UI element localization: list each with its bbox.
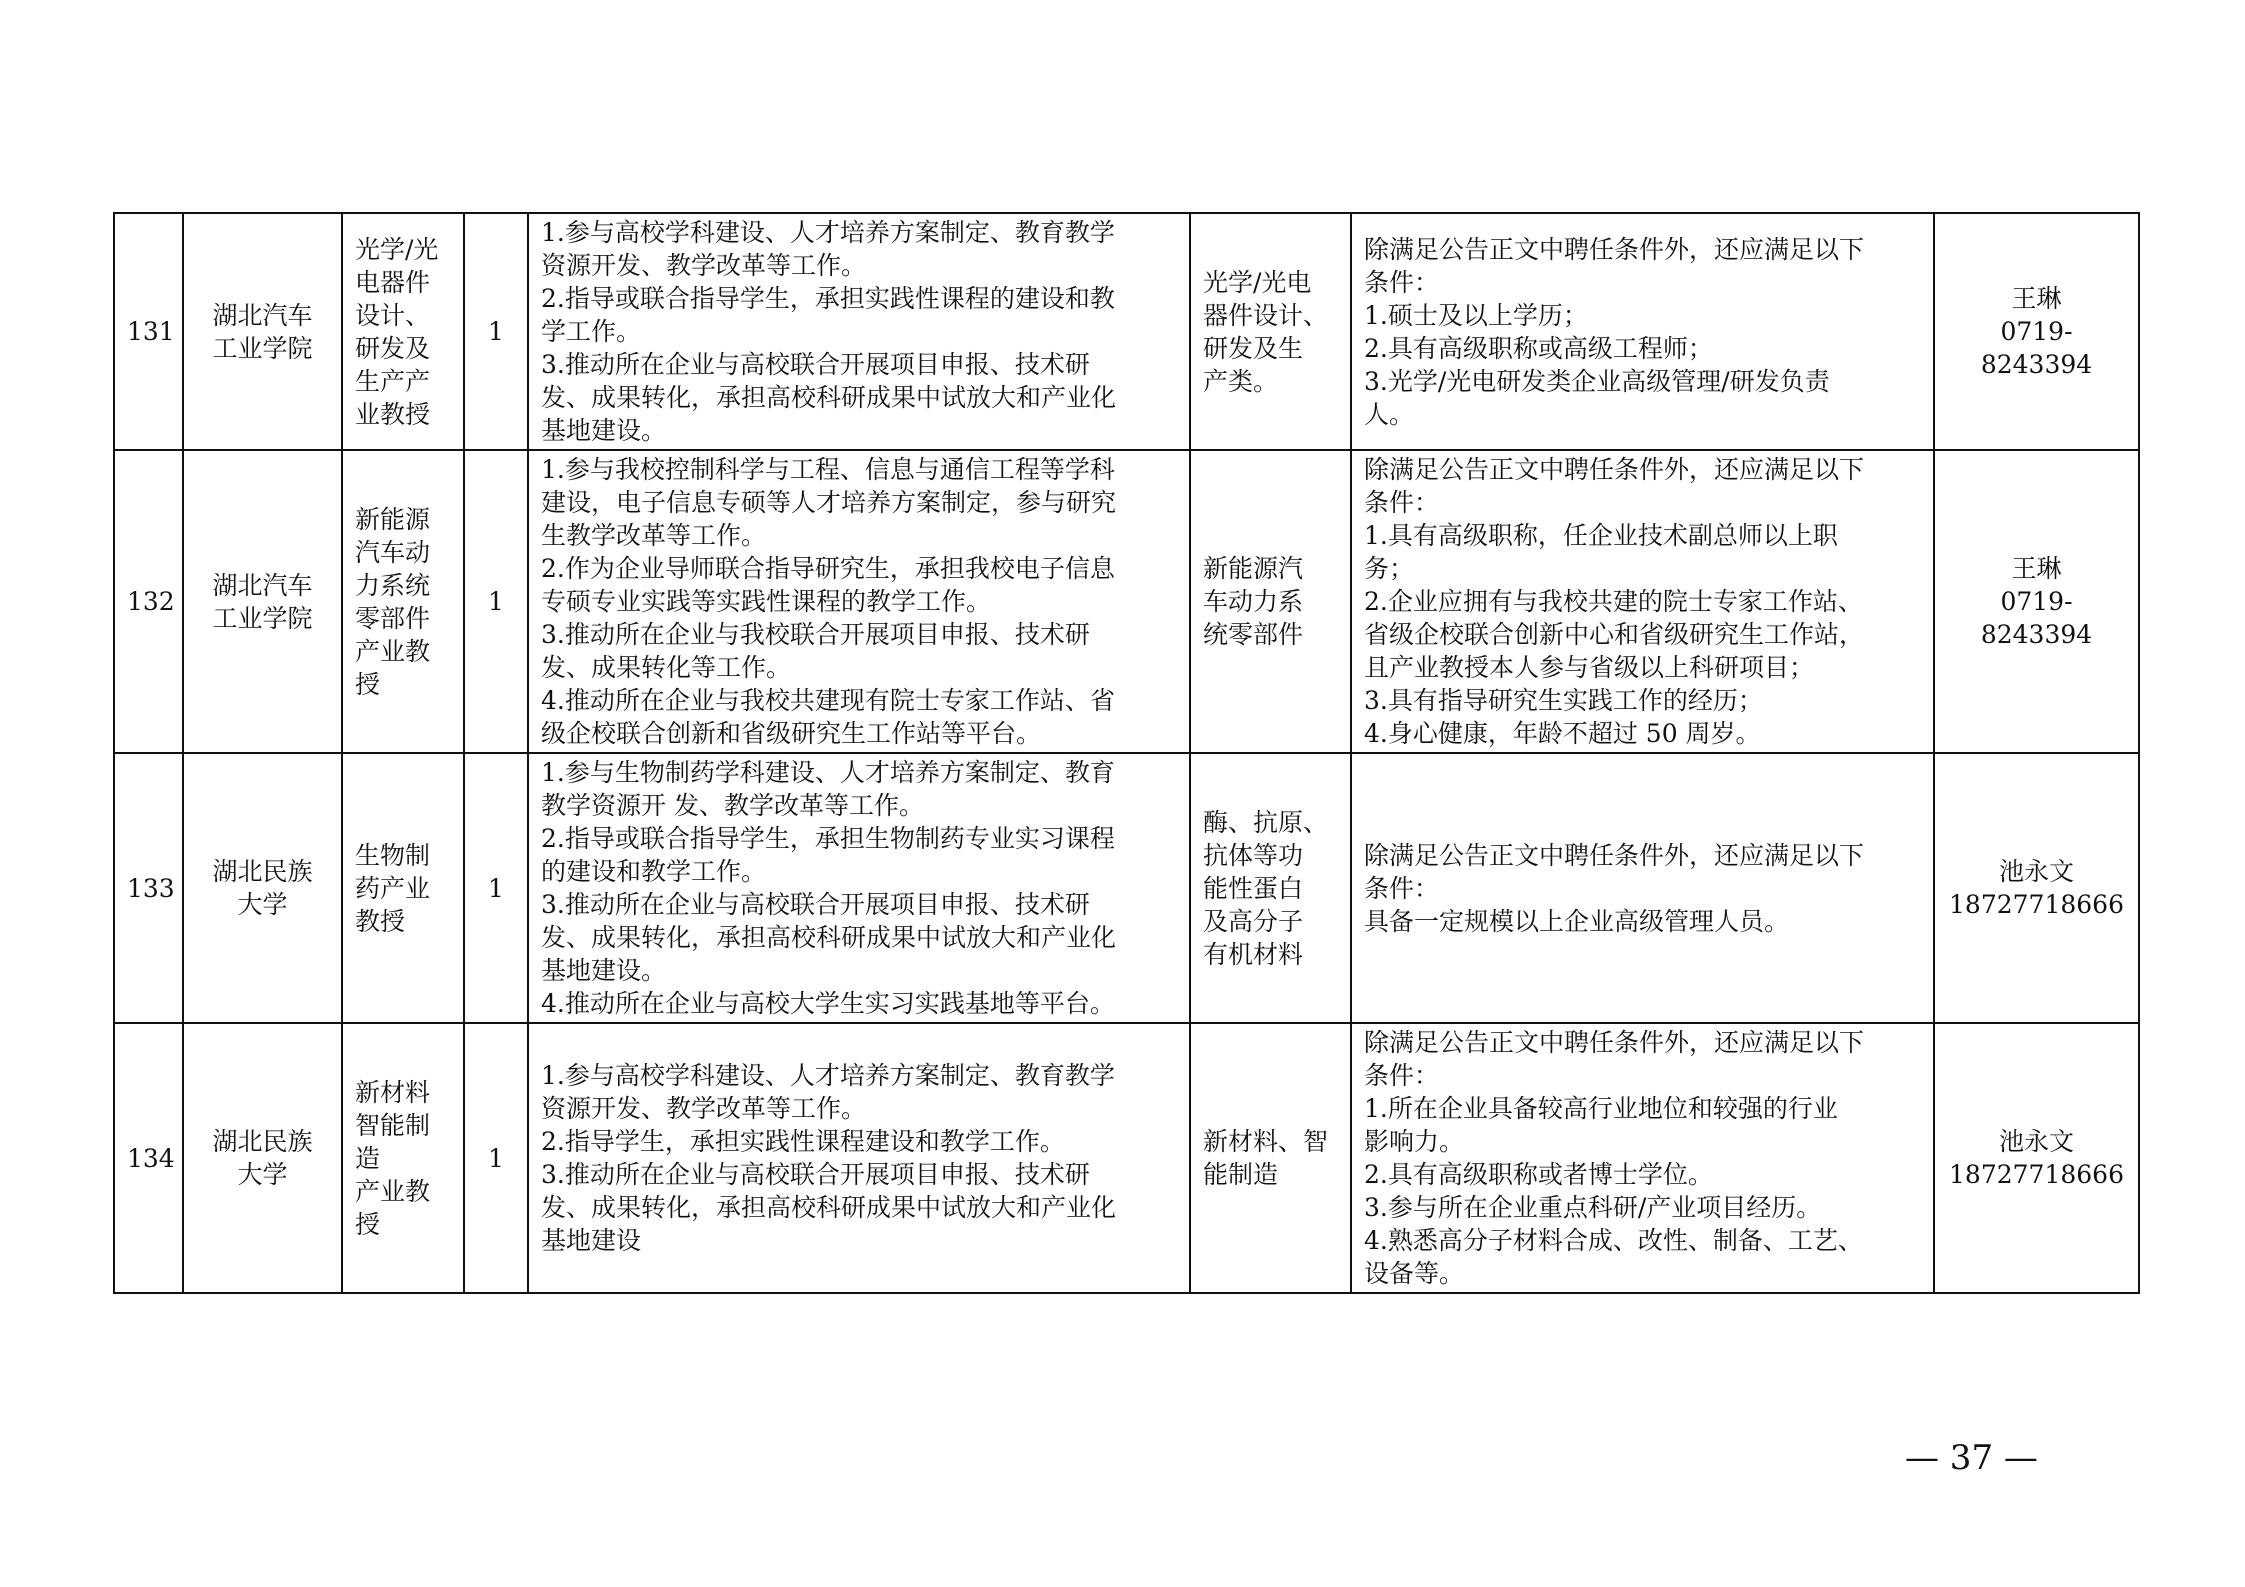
post-title-line: 生产产 bbox=[355, 366, 431, 396]
duty-line: 发、成果转化，承担高校科研成果中试放大和产业化 bbox=[541, 923, 1117, 952]
requirement-line: 2.企业应拥有与我校共建的院士专家工作站、 bbox=[1364, 587, 1863, 616]
table-row bbox=[114, 450, 2139, 753]
duty-line: 3.推动所在企业与我校联合开展项目申报、技术研 bbox=[541, 620, 1090, 649]
count-cell bbox=[464, 753, 528, 1023]
requirements-cell bbox=[1351, 213, 1934, 450]
post-title-line: 设计、 bbox=[355, 300, 431, 330]
requirement-line: 条件： bbox=[1364, 1061, 1440, 1090]
row-number-cell bbox=[114, 1023, 183, 1293]
post-title-line: 产业教 bbox=[355, 1176, 431, 1206]
requirement-line: 4.熟悉高分子材料合成、改性、制备、工艺、 bbox=[1364, 1226, 1863, 1255]
contact-phone: 18727718666 bbox=[1949, 1160, 2124, 1189]
requirement-line: 具备一定规模以上企业高级管理人员。 bbox=[1364, 906, 1790, 936]
field-line: 器件设计、 bbox=[1203, 300, 1329, 330]
school-name-line: 湖北汽车 bbox=[212, 300, 313, 330]
post-title-line: 力系统 bbox=[355, 570, 431, 600]
duty-line: 4.推动所在企业与我校共建现有院士专家工作站、省 bbox=[541, 686, 1115, 715]
school-name-line: 大学 bbox=[237, 890, 288, 919]
school-name-line: 湖北民族 bbox=[212, 857, 313, 886]
duty-line: 2.指导学生，承担实践性课程建设和教学工作。 bbox=[541, 1127, 1065, 1156]
field-line: 新能源汽 bbox=[1203, 554, 1304, 583]
post-cell bbox=[342, 213, 464, 450]
duty-line: 1.参与生物制药学科建设、人才培养方案制定、教育 bbox=[541, 758, 1115, 787]
post-title-line: 汽车动 bbox=[355, 537, 431, 567]
table-row bbox=[114, 213, 2139, 450]
row-number-cell bbox=[114, 213, 183, 450]
requirement-line: 人。 bbox=[1364, 399, 1415, 429]
duty-line: 的建设和教学工作。 bbox=[541, 857, 767, 886]
field-line: 车动力系 bbox=[1203, 587, 1304, 616]
field-line: 能制造 bbox=[1203, 1160, 1279, 1189]
table-row bbox=[114, 753, 2139, 1023]
contact-phone: 0719-8243394 bbox=[1980, 317, 2093, 379]
post-title-line: 光学/光 bbox=[355, 234, 439, 264]
contact-name: 王琳 bbox=[2011, 554, 2062, 583]
field-line: 统零部件 bbox=[1203, 620, 1304, 649]
post-cell bbox=[342, 1023, 464, 1293]
requirement-line: 设备等。 bbox=[1364, 1259, 1465, 1288]
school-name-line: 工业学院 bbox=[212, 333, 313, 363]
requirement-line: 3.参与所在企业重点科研/产业项目经历。 bbox=[1364, 1193, 1822, 1222]
post-cell bbox=[342, 753, 464, 1023]
requirement-line: 除满足公告正文中聘任条件外，还应满足以下 bbox=[1364, 840, 1865, 870]
requirement-line: 条件： bbox=[1364, 488, 1440, 517]
count-cell bbox=[464, 1023, 528, 1293]
post-title-line: 电器件 bbox=[355, 267, 431, 297]
contact-phone: 18727718666 bbox=[1949, 890, 2124, 919]
page-number: — 37 — bbox=[1905, 1438, 2038, 1478]
duties-cell bbox=[528, 753, 1190, 1023]
requirement-line: 务； bbox=[1364, 554, 1415, 583]
requirements-cell bbox=[1351, 753, 1934, 1023]
requirement-line: 除满足公告正文中聘任条件外，还应满足以下 bbox=[1364, 455, 1865, 484]
field-line: 酶、抗原、 bbox=[1203, 807, 1329, 837]
field-cell bbox=[1190, 213, 1351, 450]
duty-line: 发、成果转化等工作。 bbox=[541, 653, 792, 682]
duty-line: 级企校联合创新和省级研究生工作站等平台。 bbox=[541, 719, 1042, 748]
field-line: 光学/光电 bbox=[1203, 267, 1312, 297]
field-line: 产类。 bbox=[1203, 366, 1279, 396]
contact-cell bbox=[1934, 450, 2139, 753]
duty-line: 教学资源开 发、教学改革等工作。 bbox=[541, 791, 924, 820]
duty-line: 1.参与高校学科建设、人才培养方案制定、教育教学 bbox=[541, 1061, 1115, 1090]
school-name-line: 湖北民族 bbox=[212, 1127, 313, 1156]
requirement-line: 除满足公告正文中聘任条件外，还应满足以下 bbox=[1364, 234, 1865, 264]
requirement-line: 省级企校联合创新中心和省级研究生工作站， bbox=[1364, 620, 1865, 649]
position-count: 1 bbox=[488, 1143, 504, 1173]
contact-cell bbox=[1934, 753, 2139, 1023]
table-row bbox=[114, 1023, 2139, 1293]
duty-line: 基地建设。 bbox=[541, 416, 667, 445]
post-title-line: 新能源 bbox=[355, 504, 431, 534]
post-title-line: 研发及 bbox=[355, 333, 431, 363]
duty-line: 基地建设。 bbox=[541, 956, 667, 985]
duty-line: 建设，电子信息专硕等人才培养方案制定，参与研究 bbox=[541, 488, 1117, 517]
position-count: 1 bbox=[488, 873, 504, 903]
duty-line: 1.参与我校控制科学与工程、信息与通信工程等学科 bbox=[541, 455, 1115, 484]
duty-line: 基地建设 bbox=[541, 1226, 642, 1255]
requirement-line: 条件： bbox=[1364, 873, 1440, 903]
field-line: 有机材料 bbox=[1203, 939, 1304, 969]
count-cell bbox=[464, 213, 528, 450]
post-title-line: 产业教 bbox=[355, 636, 431, 666]
field-line: 抗体等功 bbox=[1203, 840, 1304, 870]
contact-name: 池永文 bbox=[1998, 857, 2074, 886]
duties-cell bbox=[528, 450, 1190, 753]
school-cell bbox=[183, 753, 342, 1023]
duties-cell bbox=[528, 1023, 1190, 1293]
requirement-line: 3.光学/光电研发类企业高级管理/研发负责 bbox=[1364, 366, 1830, 396]
count-cell bbox=[464, 450, 528, 753]
post-title-line: 造 bbox=[355, 1143, 381, 1173]
field-line: 研发及生 bbox=[1203, 333, 1304, 363]
school-name-line: 大学 bbox=[237, 1160, 288, 1189]
post-title-line: 药产业 bbox=[355, 873, 431, 903]
table-body bbox=[114, 213, 2139, 1293]
row-number: 133 bbox=[127, 873, 175, 903]
school-name-line: 湖北汽车 bbox=[212, 570, 313, 600]
duty-line: 1.参与高校学科建设、人才培养方案制定、教育教学 bbox=[541, 218, 1115, 247]
requirement-line: 影响力。 bbox=[1364, 1127, 1465, 1156]
row-number-cell bbox=[114, 450, 183, 753]
post-cell bbox=[342, 450, 464, 753]
contact-name: 王琳 bbox=[2011, 284, 2062, 313]
requirement-line: 1.所在企业具备较高行业地位和较强的行业 bbox=[1364, 1094, 1838, 1123]
duty-line: 资源开发、教学改革等工作。 bbox=[541, 1094, 867, 1123]
duty-line: 学工作。 bbox=[541, 317, 642, 346]
school-cell bbox=[183, 450, 342, 753]
duty-line: 2.作为企业导师联合指导研究生，承担我校电子信息 bbox=[541, 554, 1115, 583]
position-count: 1 bbox=[488, 317, 504, 346]
position-count: 1 bbox=[488, 587, 504, 616]
post-title-line: 授 bbox=[355, 669, 381, 699]
field-cell bbox=[1190, 753, 1351, 1023]
contact-cell bbox=[1934, 213, 2139, 450]
duty-line: 发、成果转化，承担高校科研成果中试放大和产业化 bbox=[541, 383, 1117, 412]
requirements-cell bbox=[1351, 1023, 1934, 1293]
requirement-line: 1.硕士及以上学历； bbox=[1364, 300, 1588, 330]
field-line: 及高分子 bbox=[1203, 906, 1304, 936]
contact-phone: 0719-8243394 bbox=[1980, 587, 2093, 649]
post-title-line: 智能制 bbox=[355, 1110, 431, 1140]
duty-line: 2.指导或联合指导学生，承担实践性课程的建设和教 bbox=[541, 284, 1115, 313]
requirements-cell bbox=[1351, 450, 1934, 753]
row-number-cell bbox=[114, 753, 183, 1023]
post-title-line: 生物制 bbox=[355, 840, 431, 870]
school-cell bbox=[183, 213, 342, 450]
recruitment-table bbox=[113, 212, 2140, 1294]
duty-line: 3.推动所在企业与高校联合开展项目申报、技术研 bbox=[541, 890, 1090, 919]
requirement-line: 4.身心健康，年龄不超过 50 周岁。 bbox=[1364, 719, 1761, 748]
duty-line: 2.指导或联合指导学生，承担生物制药专业实习课程 bbox=[541, 824, 1115, 853]
post-title-line: 教授 bbox=[355, 906, 406, 936]
requirement-line: 1.具有高级职称，任企业技术副总师以上职 bbox=[1364, 521, 1838, 550]
post-title-line: 新材料 bbox=[355, 1077, 431, 1107]
field-line: 能性蛋白 bbox=[1203, 873, 1304, 903]
post-title-line: 零部件 bbox=[355, 603, 431, 633]
row-number: 134 bbox=[127, 1143, 175, 1173]
post-title-line: 业教授 bbox=[355, 399, 431, 429]
requirement-line: 3.具有指导研究生实践工作的经历； bbox=[1364, 686, 1763, 715]
contact-name: 池永文 bbox=[1998, 1127, 2074, 1156]
school-name-line: 工业学院 bbox=[212, 603, 313, 633]
field-cell bbox=[1190, 450, 1351, 753]
duty-line: 3.推动所在企业与高校联合开展项目申报、技术研 bbox=[541, 350, 1090, 379]
requirement-line: 且产业教授本人参与省级以上科研项目； bbox=[1364, 653, 1815, 682]
duty-line: 专硕专业实践等实践性课程的教学工作。 bbox=[541, 587, 992, 616]
duty-line: 3.推动所在企业与高校联合开展项目申报、技术研 bbox=[541, 1160, 1090, 1189]
requirement-line: 条件： bbox=[1364, 267, 1440, 297]
row-number: 131 bbox=[127, 317, 175, 346]
duties-cell bbox=[528, 213, 1190, 450]
contact-cell bbox=[1934, 1023, 2139, 1293]
duty-line: 资源开发、教学改革等工作。 bbox=[541, 251, 867, 280]
school-cell bbox=[183, 1023, 342, 1293]
post-title-line: 授 bbox=[355, 1209, 381, 1239]
duty-line: 4.推动所在企业与高校大学生实习实践基地等平台。 bbox=[541, 989, 1115, 1018]
requirement-line: 2.具有高级职称或高级工程师； bbox=[1364, 333, 1713, 363]
duty-line: 生教学改革等工作。 bbox=[541, 521, 767, 550]
duty-line: 发、成果转化，承担高校科研成果中试放大和产业化 bbox=[541, 1193, 1117, 1222]
row-number: 132 bbox=[127, 587, 175, 616]
requirement-line: 除满足公告正文中聘任条件外，还应满足以下 bbox=[1364, 1028, 1865, 1057]
field-cell bbox=[1190, 1023, 1351, 1293]
requirement-line: 2.具有高级职称或者博士学位。 bbox=[1364, 1160, 1713, 1189]
field-line: 新材料、智 bbox=[1203, 1127, 1329, 1156]
